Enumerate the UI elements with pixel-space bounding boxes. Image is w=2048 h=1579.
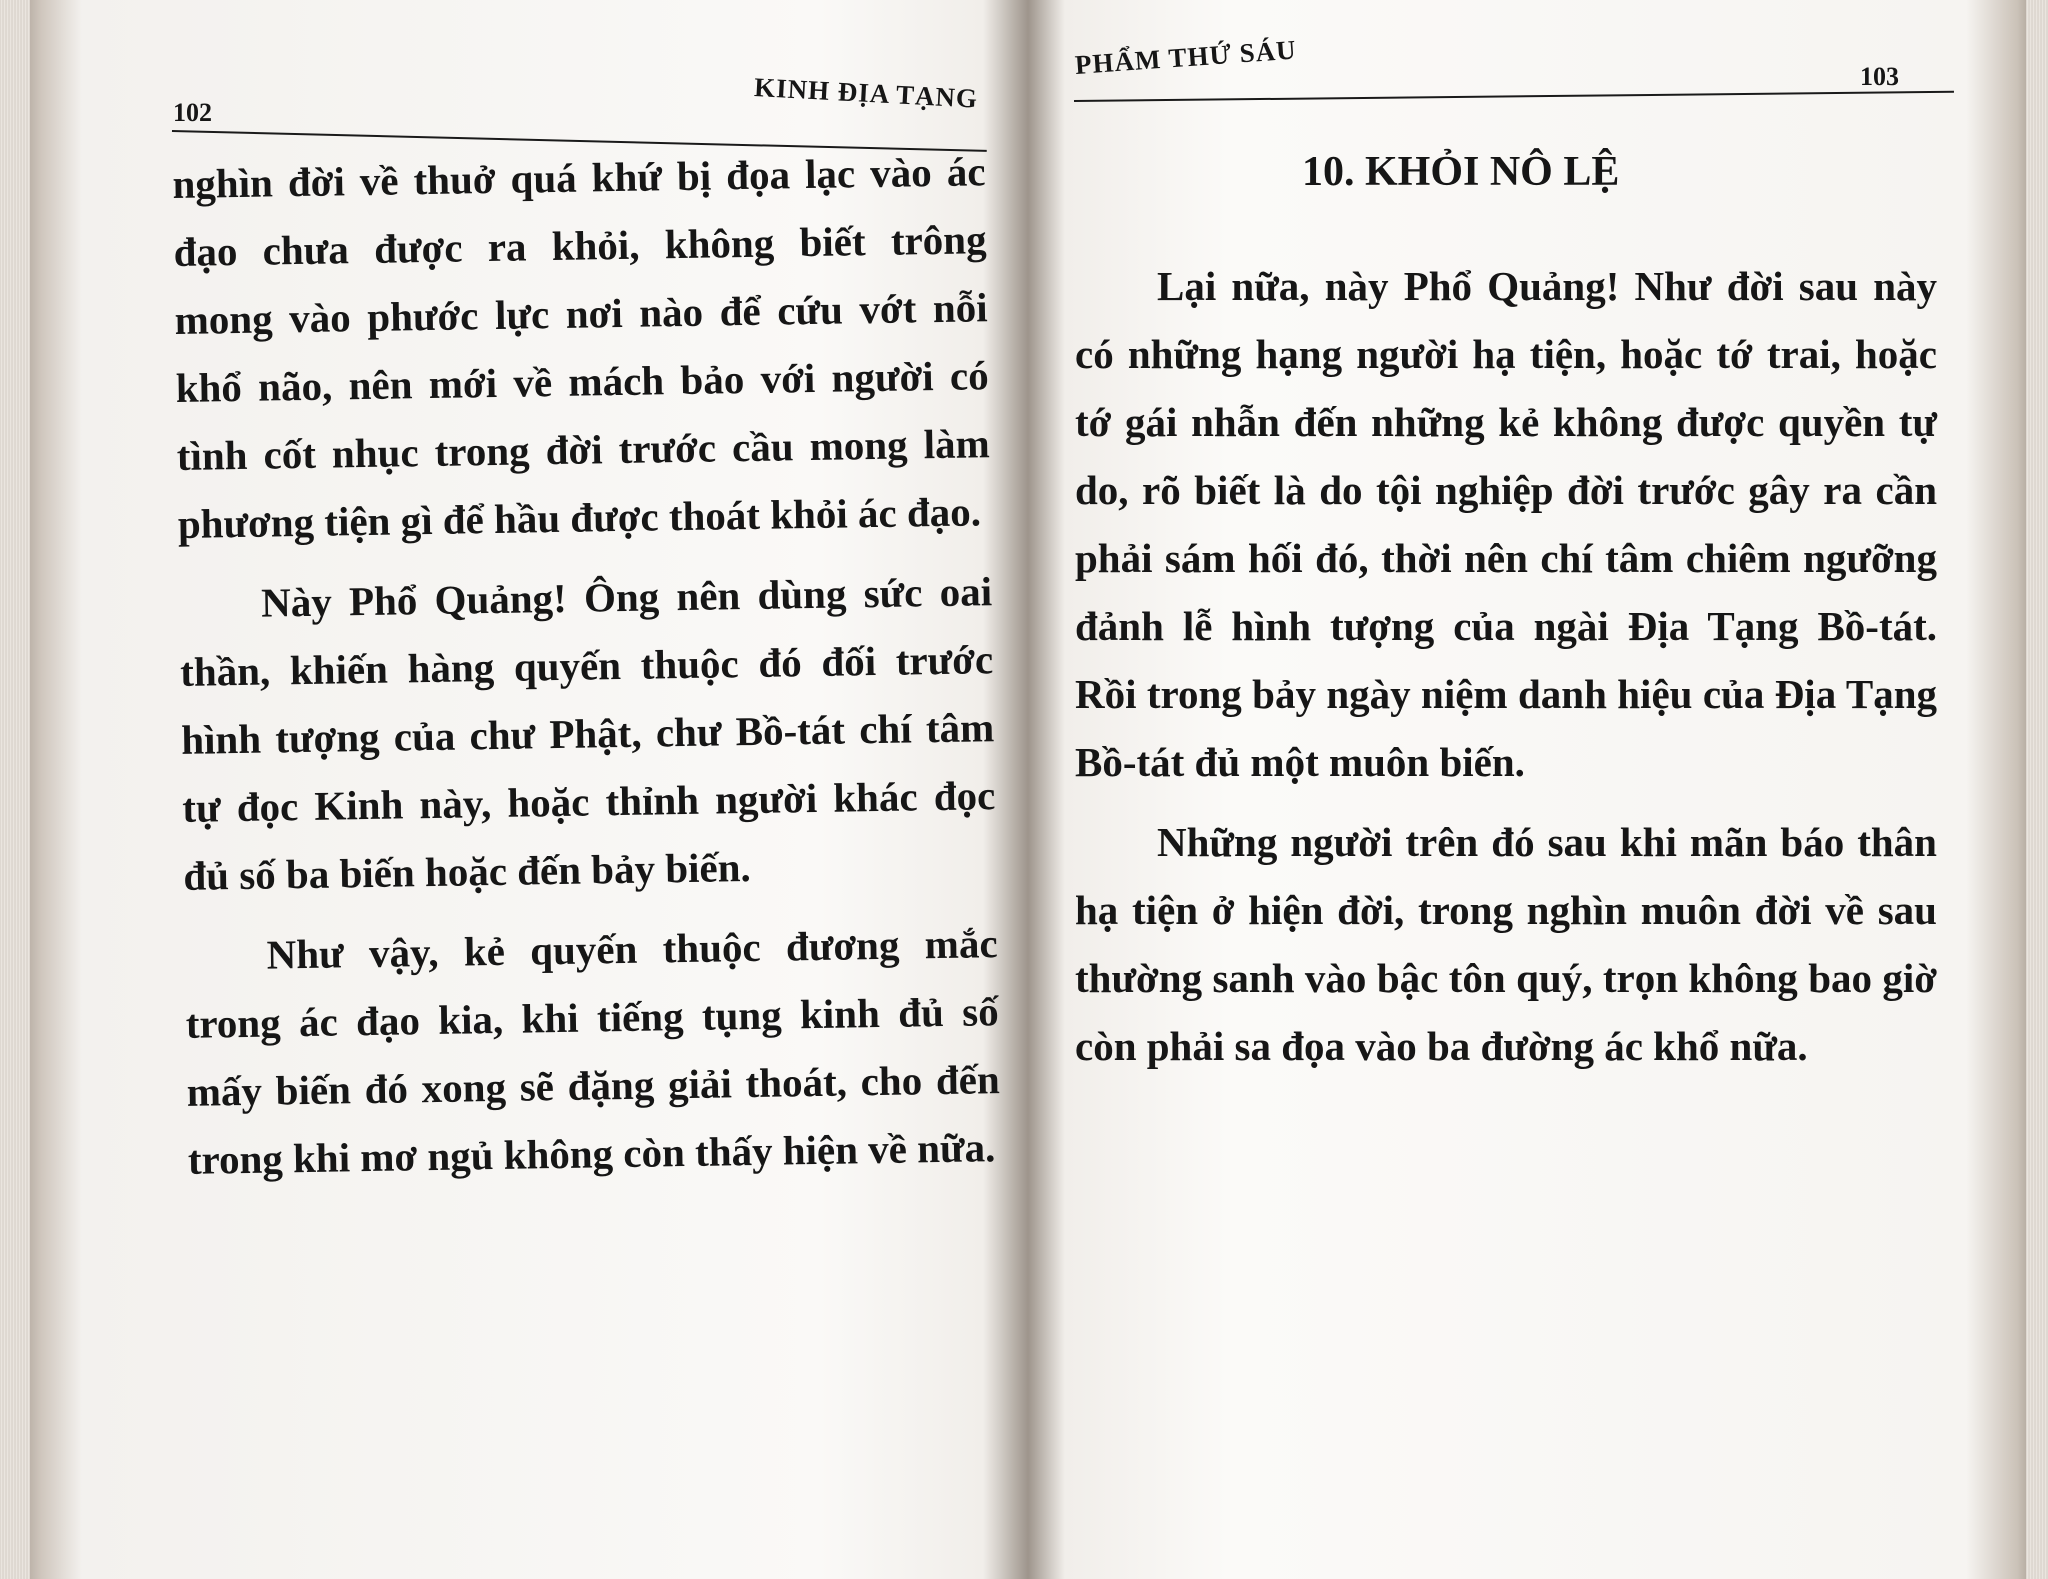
section-title: 10. KHỎI NÔ LỆ [1302, 149, 1620, 195]
left-body-text [172, 137, 1001, 1194]
left-paragraph-1: nghìn đời về thuở quá khứ bị đọa lạc vào ác đạo chưa được ra khỏi, không biết trông mong vào phước lực nơi nào để cứu vớt nỗi khổ não, nên mới về mách bảo với người có tình cốt nhục trong đời trước cầu mong làm phương tiện gì để hầu được thoát khỏi ác đạo. [172, 148, 991, 547]
right-body-text [1075, 252, 1937, 1080]
right-running-head: PHẨM THỨ SÁU [1074, 34, 1298, 80]
right-page [1030, 0, 2048, 1579]
right-paragraph-2: Những người trên đó sau khi mãn báo thân hạ tiện ở hiện đời, trong nghìn muôn đời về sau thường sanh vào bậc tôn quý, trọn không bao giờ còn phải sa đọa vào ba đường ác khổ nữa. [1075, 819, 1937, 1069]
left-paragraph-2: Này Phổ Quảng! Ông nên dùng sức oai thần, khiến hàng quyến thuộc đó đối trước hình tượng của chư Phật, chư Bồ-tát chí tâm tự đọc Kinh này, hoặc thỉnh người khác đọc đủ số ba biến hoặc đến bảy biến. [179, 568, 996, 899]
left-paragraph-3: Như vậy, kẻ quyến thuộc đương mắc trong ác đạo kia, khi tiếng tụng kinh đủ số mấy biến đó xong sẽ đặng giải thoát, cho đến trong khi mơ ngủ không còn thấy hiện về nữa. [185, 920, 1001, 1183]
left-running-head: KINH ĐỊA TẠNG [753, 72, 979, 114]
right-page-number: 103 [1860, 62, 1899, 91]
left-page-number: 102 [173, 98, 212, 127]
right-paragraph-1: Lại nữa, này Phổ Quảng! Như đời sau này có những hạng người hạ tiện, hoặc tớ trai, hoặc tớ gái nhẫn đến những kẻ không được quyền tự do, rõ biết là do tội nghiệp đời trước gây ra cần phải sám hối đó, thời nên chí tâm chiêm ngưỡng đảnh lễ hình tượng của ngài Địa Tạng Bồ-tát. Rồi trong bảy ngày niệm danh hiệu của Địa Tạng Bồ-tát đủ một muôn biến. [1075, 263, 1937, 785]
left-page [0, 0, 1010, 1579]
right-header-rule [1074, 91, 1954, 102]
